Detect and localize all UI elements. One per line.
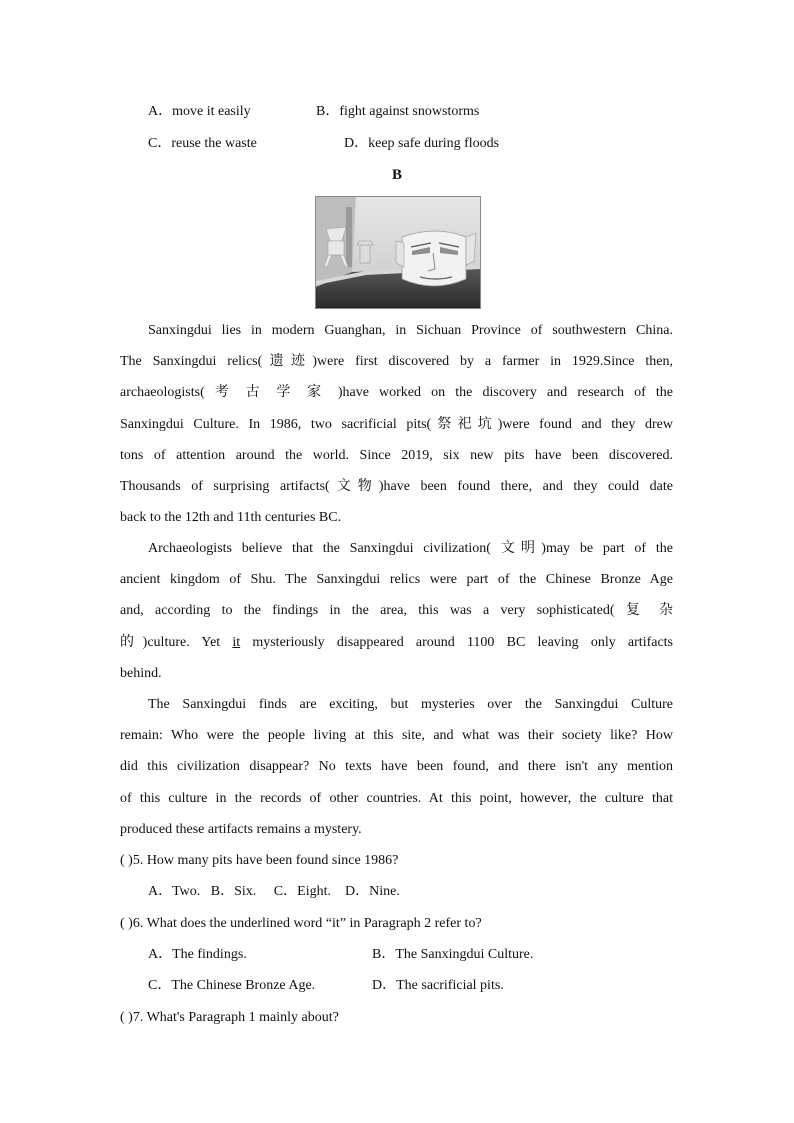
passage-paragraph-3 — [120, 689, 673, 845]
p1-line-4: Sanxingdui Culture. In 1986, two sacrificial pits(祭祀坑)were found and they drew — [120, 416, 673, 432]
prev-option-c: C．reuse the waste — [148, 136, 257, 151]
p3-line-4: of this culture in the records of other countries. At this point, however, the culture that — [120, 790, 673, 806]
p3-line-3: did this civilization disappear? No texts have been found, and there isn't any mention — [120, 759, 673, 775]
p2-line-4-start: 的)culture. Yet — [120, 634, 221, 650]
bronze-mask-image — [316, 197, 480, 308]
question-7-stem: ( )7. What's Paragraph 1 mainly about? — [120, 1010, 339, 1025]
question-6-option-d: D．The sacrificial pits. — [372, 978, 504, 993]
p2-line-3: and, according to the findings in the area, this was a very sophisticated( 复 杂 — [120, 603, 673, 619]
question-6-stem: ( )6. What does the underlined word “it” in Paragraph 2 refer to? — [120, 916, 482, 931]
p2-line-5: behind. — [120, 665, 162, 681]
underlined-it: it — [232, 634, 241, 650]
section-title: B — [391, 167, 402, 183]
p1-line-7: back to the 12th and 11th centuries BC. — [120, 510, 342, 526]
question-6-option-b: B．The Sanxingdui Culture. — [372, 947, 534, 962]
passage-paragraph-2 — [120, 533, 673, 689]
p3-line-5: produced these artifacts remains a mystery. — [120, 821, 362, 837]
p3-line-2: remain: Who were the people living at this site, and what was their society like? How — [120, 728, 673, 744]
question-5-stem: ( )5. How many pits have been found since 1986? — [120, 853, 399, 868]
p2-line-2: ancient kingdom of Shu. The Sanxingdui relics were part of the Chinese Bronze Age — [120, 572, 673, 588]
prev-option-b: B．fight against snowstorms — [316, 104, 480, 119]
sanxingdui-photo — [315, 196, 481, 309]
prev-option-a: A．move it easily — [148, 104, 251, 119]
question-6-option-c: C．The Chinese Bronze Age. — [148, 978, 316, 993]
p1-line-5: tons of attention around the world. Since 2019, six new pits have been discovered. — [120, 447, 673, 463]
p2-line-1: Archaeologists believe that the Sanxingdui civilization( 文明)may be part of the — [148, 541, 673, 556]
p1-line-2: The Sanxingdui relics(遗迹)were first discovered by a farmer in 1929.Since then, — [120, 354, 673, 370]
p3-line-1: The Sanxingdui finds are exciting, but mysteries over the Sanxingdui Culture — [148, 697, 673, 712]
question-6-option-a: A．The findings. — [148, 947, 247, 962]
p1-line-1: Sanxingdui lies in modern Guanghan, in Sichuan Province of southwestern China. — [148, 323, 673, 338]
p2-line-4 — [120, 627, 673, 658]
prev-option-d: D．keep safe during floods — [344, 136, 500, 151]
p1-line-6: Thousands of surprising artifacts(文物)have been found there, and they could date — [120, 479, 673, 495]
p1-line-3: archaeologists( 考 古 学 家 )have worked on the discovery and research of the — [120, 385, 673, 401]
passage-paragraph-1 — [120, 315, 673, 533]
p2-line-4-end: mysteriously disappeared around 1100 BC leaving only artifacts — [252, 634, 674, 650]
question-5-options: A．Two. B．Six. C．Eight. D．Nine. — [148, 884, 400, 899]
